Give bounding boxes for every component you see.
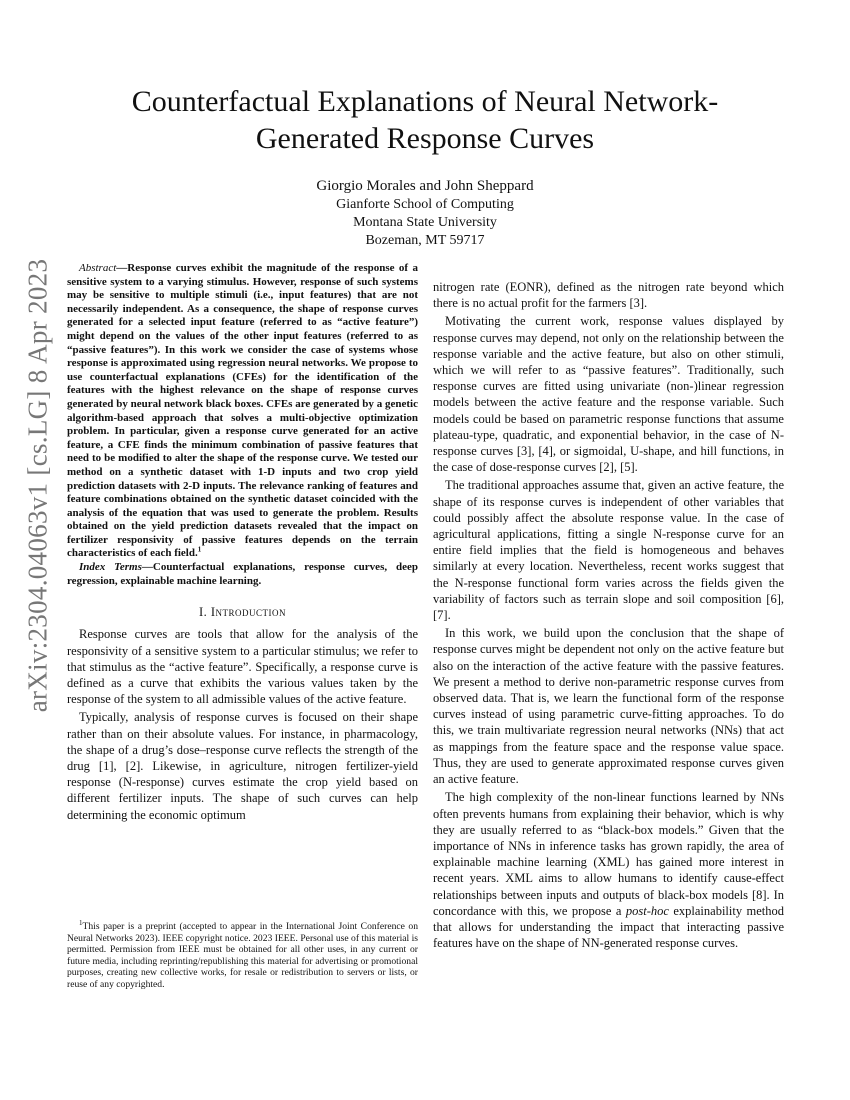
- intro-paragraph-6-start: The high complexity of the non-linear functions learned by NNs often prevents humans from explaining their behavior, which is why they are usually referred to as “black-box models.” Given that the importance of NNs in inference tasks has grown rapidly, the area of explainable machine learning (XML) has gained more interest in recent years. XML aims to allow humans to identify cause-effect relationships between inputs and outputs of black-box models [8]. In concordance with this, we propose a: [433, 790, 784, 918]
- paper-title: Counterfactual Explanations of Neural Network-Generated Response Curves: [131, 85, 719, 155]
- abstract: Abstract—Response curves exhibit the magnitude of the response of a sensitive system to a varying stimulus. However, response of such systems may be sensitive to multiple stimuli (i.e., input features) that are not necessarily independent. As a consequence, the shape of response curves generated for a selected input feature (referred to as “active feature”) might depend on the values of the other input features (referred to as “passive features”). In this work we consider the case of systems whose response is approximated using regression neural networks. We propose to use counterfactual explanations (CFEs) for the identification of the features with the highest relevance on the shape of response curves generated by neural network black boxes. CFEs are generated by a genetic algorithm-based approach that solves a multi-objective optimization problem. In particular, given a response curve generated for an active feature, a CFE finds the minimum combination of passive features that need to be modified to alter the shape of the response curve. We tested our method on a synthetic dataset with 1-D inputs and two crop yield prediction datasets with 2-D inputs. The relevance ranking of features and feature combinations obtained on the synthetic dataset coincided with the analysis of the equation that was used to generate the problem. Results obtained on the yield prediction datasets revealed that the impact on fertilizer responsivity of passive features depends on the terrain characteristics of each field.$^1$: [67, 262, 418, 560]
- author-school: Gianforte School of Computing: [336, 197, 514, 212]
- intro-paragraph-3: Motivating the current work, response values displayed by response curves may depend, not only on the relationship between the response variable and the active feature, but also on other stimuli, which we will refer to as “passive features”. Traditionally, such response curves are fitted using univariate (non-)linear regression models between the active feature and the response variable. Such models could be based on parametric response functions that assume plateau-type, quadratic, and exponential behavior, in the case of N-response curves [3], [4], or sigmoidal, U-shape, and hill functions, in the case of dose-response curves [2], [5].: [433, 314, 784, 475]
- abstract-text: Response curves exhibit the magnitude of the response of a sensitive system to a varying stimulus. However, response of such systems may be sensitive to multiple stimuli (i.e., input features) that are not necessarily independent. As a consequence, the shape of response curves generated for a selected input feature (referred to as “active feature”) might depend on the values of the other input features (referred to as “passive features”). In this work we consider the case of systems whose response is approximated using regression neural networks. We propose to use counterfactual explanations (CFEs) for the identification of the features with the highest relevance on the shape of response curves generated by neural network black boxes. CFEs are generated by a genetic algorithm-based approach that solves a multi-objective optimization problem. In particular, given a response curve generated for an active feature, a CFE finds the minimum combination of passive features that need to be modified to alter the shape of the response curve. We tested our method on a synthetic dataset with 1-D inputs and two crop yield prediction datasets with 2-D inputs. The relevance ranking of features and feature combinations obtained on the synthetic dataset coincided with the analysis of the equation that was used to generate the problem. Results obtained on the yield prediction datasets revealed that the impact on fertilizer responsivity of passive features depends on the terrain characteristics of each field.: [67, 262, 418, 560]
- abstract-label: Abstract: [79, 262, 117, 274]
- footnote-mark: 1: [79, 918, 83, 927]
- intro-paragraph-continued: nitrogen rate (EONR), defined as the nitrogen rate beyond which there is no actual profit for the farmers [3].: [433, 280, 784, 311]
- right-column: [433, 279, 784, 951]
- index-terms: Index Terms—Counterfactual explanations, response curves, deep regression, explainable machine learning.: [67, 561, 418, 587]
- author-location: Bozeman, MT 59717: [365, 233, 485, 248]
- footnote-text: This paper is a preprint (accepted to appear in the International Joint Conference on Neural Networks 2023). IEEE copyright notice. 2023 IEEE. Personal use of this material is permitted. Permission from IEEE must be obtained for all other uses, in any current or future media, including reprinting/republishing this material for advertising or promotional purposes, creating new collective works, for resale or redistribution to servers or lists, or reuse of any copyrighted.: [67, 921, 418, 990]
- intro-paragraph-6-end: explainability method that allows for understanding the impact that interacting passive features have on the shape of NN-generated response curves.: [433, 903, 785, 951]
- intro-paragraph-5: In this work, we build upon the conclusion that the shape of response curves might be dependent not only on the active feature but also on the interaction of the active feature with the passive features. We present a method to derive non-parametric response curves from observed data. That is, we learn the functional form of the response curves instead of using parametric curve-fitting approaches. To do this, we train multivariate regression neural networks (NNs) that act as mappings from the feature space and the response value space. Thus, they are used to generate approximated response curves given an active feature.: [433, 626, 784, 787]
- section-heading: [67, 604, 418, 620]
- arxiv-identifier-text: arXiv:2304.04063v1 [cs.LG] 8 Apr 2023: [22, 258, 53, 712]
- index-terms-text: Counterfactual explanations, response curves, deep regression, explainable machine learning.: [67, 561, 418, 587]
- left-column: [67, 262, 418, 823]
- intro-paragraph-1: Response curves are tools that allow for the analysis of the responsivity of a sensitive system to a particular stimulus; we refer to that stimulus as the “active feature”. Specifically, a response curve is defined as a curve that exhibits the various values taken by the response of the system to all admissible values of the active feature.: [67, 627, 418, 707]
- author-university: Montana State University: [353, 215, 497, 230]
- abstract-footnote-mark: 1: [197, 545, 202, 554]
- section-number: I.: [198, 605, 208, 620]
- intro-paragraph-2: Typically, analysis of response curves is focused on their shape rather than on their absolute values. For instance, in pharmacology, the shape of a drug’s dose–response curve reflects the strength of the drug [1], [2]. Likewise, in agriculture, nitrogen fertilizer-yield response (N-response) curves estimate the crop yield based on different fertilizer inputs. The shape of such curves can help determining the economic optimum: [67, 710, 418, 822]
- post-hoc-emphasis: post-hoc: [625, 903, 669, 918]
- arxiv-identifier: [18, 258, 58, 712]
- section-title: Introduction: [210, 605, 287, 620]
- index-terms-label: Index Terms: [79, 561, 142, 574]
- author-names: Giorgio Morales and John Sheppard: [316, 178, 534, 194]
- author-block: [200, 177, 650, 250]
- intro-paragraph-4: The traditional approaches assume that, given an active feature, the shape of its response curves is independent of other variables that could possibly affect the absolute response value. In the case of agricultural applications, fitting a single N-response curve for an entire field implies that the field is homogeneous and behaves similarly at every location. Nevertheless, recent works suggest that the N-response functional form varies across the fields given the variability of factors such as terrain slope and soil composition [6], [7].: [433, 478, 784, 623]
- intro-paragraph-6: [433, 789, 784, 951]
- footnote: [67, 918, 418, 991]
